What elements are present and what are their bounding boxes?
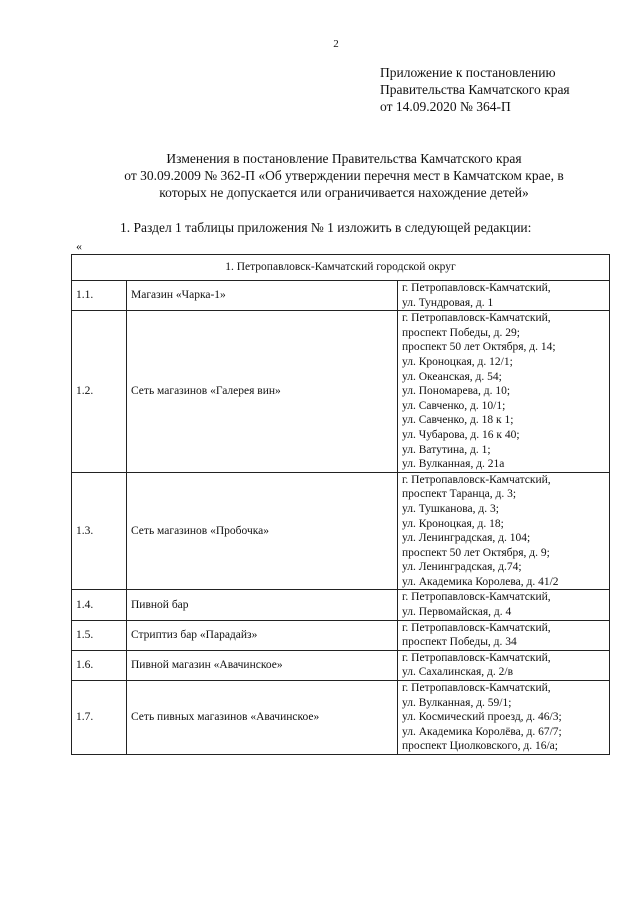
table-row [72, 620, 610, 650]
place-name: Сеть пивных магазинов «Авачинское» [127, 681, 398, 755]
address-line: ул. Кроноцкая, д. 18; [402, 517, 504, 530]
places-table [71, 254, 610, 755]
place-address [398, 681, 610, 755]
region-header: 1. Петропавловск-Камчатский городской округ [72, 255, 610, 281]
table-row [72, 681, 610, 755]
place-name: Магазин «Чарка-1» [127, 281, 398, 311]
place-name: Пивной магазин «Авачинское» [127, 650, 398, 680]
row-number: 1.1. [72, 281, 127, 311]
address-line: ул. Вулканная, д. 21а [402, 458, 505, 471]
table-row [72, 650, 610, 680]
address-line: г. Петропавловск-Камчатский, [402, 682, 551, 695]
address-line: проспект 50 лет Октября, д. 14; [402, 341, 556, 354]
address-line: проспект Циолковского, д. 16/а; [402, 740, 558, 753]
address-line: ул. Савченко, д. 18 к 1; [402, 414, 514, 427]
place-name: Стриптиз бар «Парадайз» [127, 620, 398, 650]
address-line: ул. Космический проезд, д. 46/3; [402, 711, 562, 724]
address-line: г. Петропавловск-Камчатский, [402, 591, 551, 604]
table-row [72, 281, 610, 311]
address-line: ул. Вулканная, д. 59/1; [402, 696, 512, 709]
page-number: 2 [333, 38, 339, 50]
address-line: ул. Академика Королева, д. 41/2 [402, 575, 559, 588]
place-address [398, 472, 610, 590]
row-number: 1.3. [72, 472, 127, 590]
address-line: ул. Ленинградская, д. 104; [402, 532, 531, 545]
address-line: проспект 50 лет Октября, д. 9; [402, 546, 550, 559]
address-line: ул. Тундровая, д. 1 [402, 296, 494, 309]
document-title [78, 150, 610, 201]
row-number: 1.4. [72, 590, 127, 620]
address-line: г. Петропавловск-Камчатский, [402, 282, 551, 294]
appendix-line-2: Правительства Камчатского края [380, 82, 570, 97]
appendix-header [380, 64, 570, 115]
address-line: г. Петропавловск-Камчатский, [402, 312, 551, 325]
row-number: 1.6. [72, 650, 127, 680]
address-line: ул. Кроноцкая, д. 12/1; [402, 355, 513, 368]
opening-quote-mark: « [76, 239, 82, 253]
title-line-2: от 30.09.2009 № 362-П «Об утверждении перечня мест в Камчатском крае, в [124, 168, 564, 183]
address-line: ул. Сахалинская, д. 2/в [402, 666, 513, 679]
address-line: ул. Чубарова, д. 16 к 40; [402, 428, 520, 441]
address-line: г. Петропавловск-Камчатский, [402, 651, 551, 664]
title-line-1: Изменения в постановление Правительства Камчатского края [166, 151, 522, 166]
appendix-line-1: Приложение к постановлению [380, 65, 556, 80]
address-line: ул. Пономарева, д. 10; [402, 385, 511, 398]
place-name: Сеть магазинов «Галерея вин» [127, 311, 398, 473]
address-line: проспект Победы, д. 34 [402, 636, 517, 649]
place-address [398, 281, 610, 311]
address-line: ул. Савченко, д. 10/1; [402, 399, 506, 412]
title-line-3: которых не допускается или ограничивается нахождение детей» [159, 185, 529, 200]
table-row [72, 590, 610, 620]
appendix-line-3: от 14.09.2020 № 364-П [380, 99, 511, 114]
row-number: 1.2. [72, 311, 127, 473]
address-line: г. Петропавловск-Камчатский, [402, 473, 551, 486]
place-address [398, 590, 610, 620]
table-row [72, 472, 610, 590]
address-line: г. Петропавловск-Камчатский, [402, 621, 551, 634]
place-name: Сеть магазинов «Пробочка» [127, 472, 398, 590]
region-header-row [72, 255, 610, 281]
section-instruction: 1. Раздел 1 таблицы приложения № 1 изложить в следующей редакции: [120, 220, 532, 235]
address-line: ул. Академика Королёва, д. 67/7; [402, 725, 562, 738]
address-line: ул. Ленинградская, д.74; [402, 561, 522, 574]
place-address [398, 650, 610, 680]
place-address [398, 311, 610, 473]
address-line: ул. Первомайская, д. 4 [402, 606, 512, 619]
places-table-body [72, 255, 610, 755]
address-line: ул. Тушканова, д. 3; [402, 502, 499, 515]
address-line: проспект Таранца, д. 3; [402, 488, 517, 501]
place-name: Пивной бар [127, 590, 398, 620]
table-row [72, 311, 610, 473]
address-line: ул. Океанская, д. 54; [402, 370, 502, 383]
place-address [398, 620, 610, 650]
row-number: 1.5. [72, 620, 127, 650]
address-line: ул. Ватутина, д. 1; [402, 443, 491, 456]
address-line: проспект Победы, д. 29; [402, 326, 520, 339]
row-number: 1.7. [72, 681, 127, 755]
